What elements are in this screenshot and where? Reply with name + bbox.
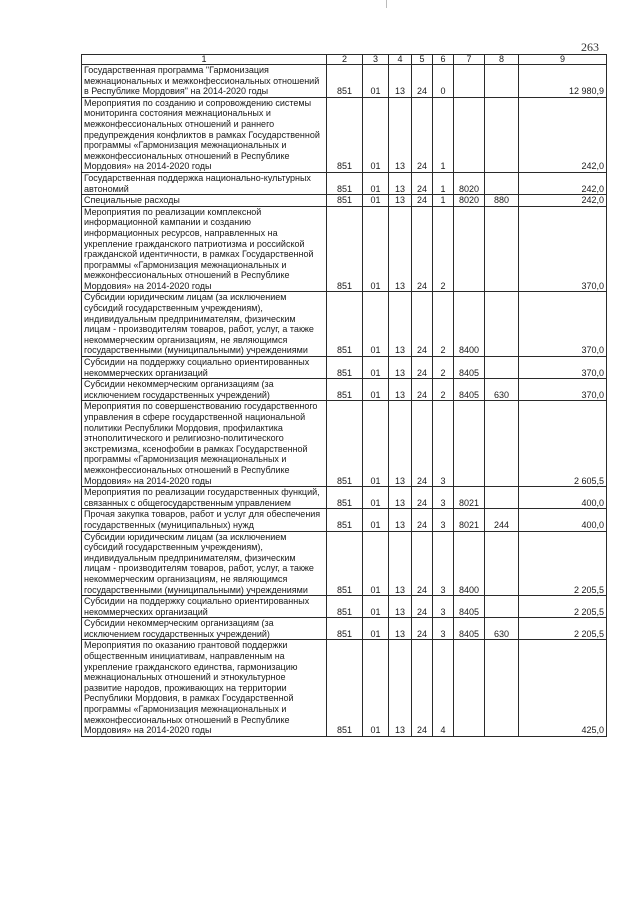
row-code-5: 24 (412, 97, 433, 172)
row-amount: 242,0 (519, 97, 607, 172)
table-row (82, 401, 607, 487)
row-amount: 242,0 (519, 172, 607, 194)
table-row (82, 596, 607, 618)
row-code-7 (454, 206, 485, 292)
row-code-8 (485, 65, 519, 98)
row-code-2: 851 (327, 509, 363, 531)
row-code-2: 851 (327, 487, 363, 509)
col-header-5: 5 (412, 55, 433, 65)
row-code-8 (485, 640, 519, 736)
row-code-4: 13 (389, 640, 412, 736)
budget-table (81, 54, 607, 737)
row-code-6: 2 (433, 379, 454, 401)
row-code-8 (485, 596, 519, 618)
row-code-7: 8405 (454, 357, 485, 379)
row-code-4: 13 (389, 65, 412, 98)
row-code-3: 01 (363, 195, 389, 207)
row-code-6: 0 (433, 65, 454, 98)
row-code-7: 8400 (454, 531, 485, 596)
row-code-4: 13 (389, 487, 412, 509)
row-code-6: 3 (433, 509, 454, 531)
row-amount: 2 205,5 (519, 618, 607, 640)
row-code-3: 01 (363, 97, 389, 172)
row-code-6: 1 (433, 97, 454, 172)
header-row (82, 55, 607, 65)
row-code-2: 851 (327, 596, 363, 618)
row-name: Мероприятия по оказанию грантовой поддержки общественным инициативам, направленным на укрепление гражданского единства, гармонизацию межнациональных отношений и этнокультурное развитие народов, проживающих на территории Республики Мордовия, в рамках Государственной программы «Гармонизация межнациональных и межконфессиональных отношений в Республике Мордовия» на 2014-2020 годы (82, 640, 327, 736)
row-amount: 12 980,9 (519, 65, 607, 98)
row-code-7 (454, 401, 485, 487)
row-code-3: 01 (363, 596, 389, 618)
row-code-8: 630 (485, 379, 519, 401)
col-header-9: 9 (519, 55, 607, 65)
row-amount: 2 605,5 (519, 401, 607, 487)
row-name: Прочая закупка товаров, работ и услуг для обеспечения государственных (муниципальных) нужд (82, 509, 327, 531)
col-header-8: 8 (485, 55, 519, 65)
row-name: Субсидии юридическим лицам (за исключением субсидий государственным учреждениям), индивидуальным предпринимателям, физическим лицам - производителям товаров, работ, услуг, а также некоммерческим организациям, не являющимся государственными (муниципальными) учреждениями (82, 531, 327, 596)
table-row (82, 509, 607, 531)
row-code-7: 8021 (454, 487, 485, 509)
col-header-2: 2 (327, 55, 363, 65)
row-amount: 370,0 (519, 292, 607, 357)
row-code-6: 4 (433, 640, 454, 736)
row-code-7: 8405 (454, 379, 485, 401)
row-code-2: 851 (327, 292, 363, 357)
row-code-5: 24 (412, 509, 433, 531)
row-amount: 2 205,5 (519, 596, 607, 618)
row-code-8 (485, 172, 519, 194)
row-code-2: 851 (327, 172, 363, 194)
row-code-2: 851 (327, 640, 363, 736)
row-code-3: 01 (363, 206, 389, 292)
row-code-3: 01 (363, 357, 389, 379)
row-code-7 (454, 640, 485, 736)
row-code-2: 851 (327, 379, 363, 401)
row-code-7: 8020 (454, 195, 485, 207)
row-code-6: 3 (433, 596, 454, 618)
row-code-5: 24 (412, 65, 433, 98)
row-code-3: 01 (363, 509, 389, 531)
row-code-4: 13 (389, 596, 412, 618)
row-amount: 370,0 (519, 357, 607, 379)
row-code-6: 3 (433, 401, 454, 487)
table-row (82, 65, 607, 98)
table-row (82, 357, 607, 379)
row-code-5: 24 (412, 195, 433, 207)
row-code-4: 13 (389, 292, 412, 357)
table-row (82, 195, 607, 207)
row-code-4: 13 (389, 172, 412, 194)
table-row (82, 97, 607, 172)
table-row (82, 531, 607, 596)
row-code-8 (485, 487, 519, 509)
row-code-5: 24 (412, 596, 433, 618)
row-code-5: 24 (412, 487, 433, 509)
row-code-3: 01 (363, 65, 389, 98)
row-code-7 (454, 97, 485, 172)
col-header-6: 6 (433, 55, 454, 65)
row-code-3: 01 (363, 401, 389, 487)
col-header-1: 1 (82, 55, 327, 65)
row-code-8 (485, 292, 519, 357)
row-amount: 370,0 (519, 206, 607, 292)
col-header-3: 3 (363, 55, 389, 65)
row-code-8 (485, 401, 519, 487)
row-code-8: 630 (485, 618, 519, 640)
row-code-2: 851 (327, 97, 363, 172)
row-code-4: 13 (389, 195, 412, 207)
row-code-8 (485, 357, 519, 379)
row-amount: 2 205,5 (519, 531, 607, 596)
row-name: Субсидии на поддержку социально ориентированных некоммерческих организаций (82, 596, 327, 618)
row-code-5: 24 (412, 357, 433, 379)
row-code-5: 24 (412, 172, 433, 194)
row-name: Мероприятия по созданию и сопровождению системы мониторинга состояния межнациональных и межконфессиональных отношений и раннего предупреждения конфликтов в рамках Государственной программы «Гармонизация межнациональных и межконфессиональных отношений в Республике Мордовия» на 2014-2020 годы (82, 97, 327, 172)
row-amount: 400,0 (519, 487, 607, 509)
row-code-4: 13 (389, 357, 412, 379)
row-code-2: 851 (327, 401, 363, 487)
row-code-6: 2 (433, 292, 454, 357)
table-row (82, 487, 607, 509)
table-row (82, 640, 607, 736)
row-code-6: 2 (433, 357, 454, 379)
row-code-7: 8021 (454, 509, 485, 531)
row-code-4: 13 (389, 531, 412, 596)
row-name: Мероприятия по реализации комплексной информационной кампании и созданию информационных ресурсов, направленных на укрепление гражданского патриотизма и российской гражданской идентичности, в рамках Государственной программы «Гармонизация межнациональных и межконфессиональных отношений в Республике Мордовия» на 2014-2020 годы (82, 206, 327, 292)
row-code-3: 01 (363, 487, 389, 509)
row-name: Субсидии юридическим лицам (за исключением субсидий государственным учреждениям), индивидуальным предпринимателям, физическим лицам - производителям товаров, работ, услуг, а также некоммерческим организациям, не являющимся государственными (муниципальными) учреждениями (82, 292, 327, 357)
row-code-2: 851 (327, 357, 363, 379)
row-code-8 (485, 206, 519, 292)
row-name: Субсидии некоммерческим организациям (за исключением государственных учреждений) (82, 618, 327, 640)
row-code-7 (454, 65, 485, 98)
row-name: Мероприятия по совершенствованию государственного управления в сфере государственной национальной политики Республики Мордовия, профилактика этнополитического и религиозно-политического экстремизма, ксенофобии в рамках Государственной программы «Гармонизация межнациональных и межконфессиональных отношений в Республике Мордовия» на 2014-2020 годы (82, 401, 327, 487)
row-code-8 (485, 97, 519, 172)
row-name: Субсидии на поддержку социально ориентированных некоммерческих организаций (82, 357, 327, 379)
row-code-2: 851 (327, 65, 363, 98)
row-code-5: 24 (412, 401, 433, 487)
row-code-5: 24 (412, 379, 433, 401)
row-name: Субсидии некоммерческим организациям (за исключением государственных учреждений) (82, 379, 327, 401)
row-code-6: 1 (433, 195, 454, 207)
page-number: 263 (581, 40, 599, 54)
table-row (82, 206, 607, 292)
row-code-3: 01 (363, 292, 389, 357)
row-code-3: 01 (363, 531, 389, 596)
table-row (82, 379, 607, 401)
row-code-5: 24 (412, 640, 433, 736)
row-code-8: 244 (485, 509, 519, 531)
row-code-2: 851 (327, 531, 363, 596)
row-code-7: 8400 (454, 292, 485, 357)
row-code-7: 8405 (454, 596, 485, 618)
row-amount: 400,0 (519, 509, 607, 531)
row-code-4: 13 (389, 509, 412, 531)
row-code-3: 01 (363, 379, 389, 401)
row-code-7: 8405 (454, 618, 485, 640)
row-code-2: 851 (327, 206, 363, 292)
row-code-4: 13 (389, 401, 412, 487)
row-code-2: 851 (327, 618, 363, 640)
row-name: Государственная программа "Гармонизация межнациональных и межконфессиональных отношений в Республике Мордовия" на 2014-2020 годы (82, 65, 327, 98)
col-header-4: 4 (389, 55, 412, 65)
row-code-6: 1 (433, 172, 454, 194)
row-code-6: 3 (433, 618, 454, 640)
table-row (82, 172, 607, 194)
row-code-4: 13 (389, 379, 412, 401)
row-code-4: 13 (389, 206, 412, 292)
row-amount: 370,0 (519, 379, 607, 401)
row-amount: 425,0 (519, 640, 607, 736)
row-name: Мероприятия по реализации государственных функций, связанных с общегосударственным управлением (82, 487, 327, 509)
row-code-6: 3 (433, 487, 454, 509)
row-code-3: 01 (363, 640, 389, 736)
row-code-5: 24 (412, 292, 433, 357)
row-code-2: 851 (327, 195, 363, 207)
row-code-6: 3 (433, 531, 454, 596)
row-code-8 (485, 531, 519, 596)
row-code-8: 880 (485, 195, 519, 207)
scan-mark (386, 0, 387, 8)
row-code-5: 24 (412, 618, 433, 640)
row-code-4: 13 (389, 618, 412, 640)
row-code-7: 8020 (454, 172, 485, 194)
row-code-5: 24 (412, 206, 433, 292)
row-code-4: 13 (389, 97, 412, 172)
row-amount: 242,0 (519, 195, 607, 207)
table-row (82, 292, 607, 357)
row-code-6: 2 (433, 206, 454, 292)
row-name: Специальные расходы (82, 195, 327, 207)
table-row (82, 618, 607, 640)
row-code-3: 01 (363, 172, 389, 194)
col-header-7: 7 (454, 55, 485, 65)
row-code-3: 01 (363, 618, 389, 640)
row-code-5: 24 (412, 531, 433, 596)
row-name: Государственная поддержка национально-культурных автономий (82, 172, 327, 194)
